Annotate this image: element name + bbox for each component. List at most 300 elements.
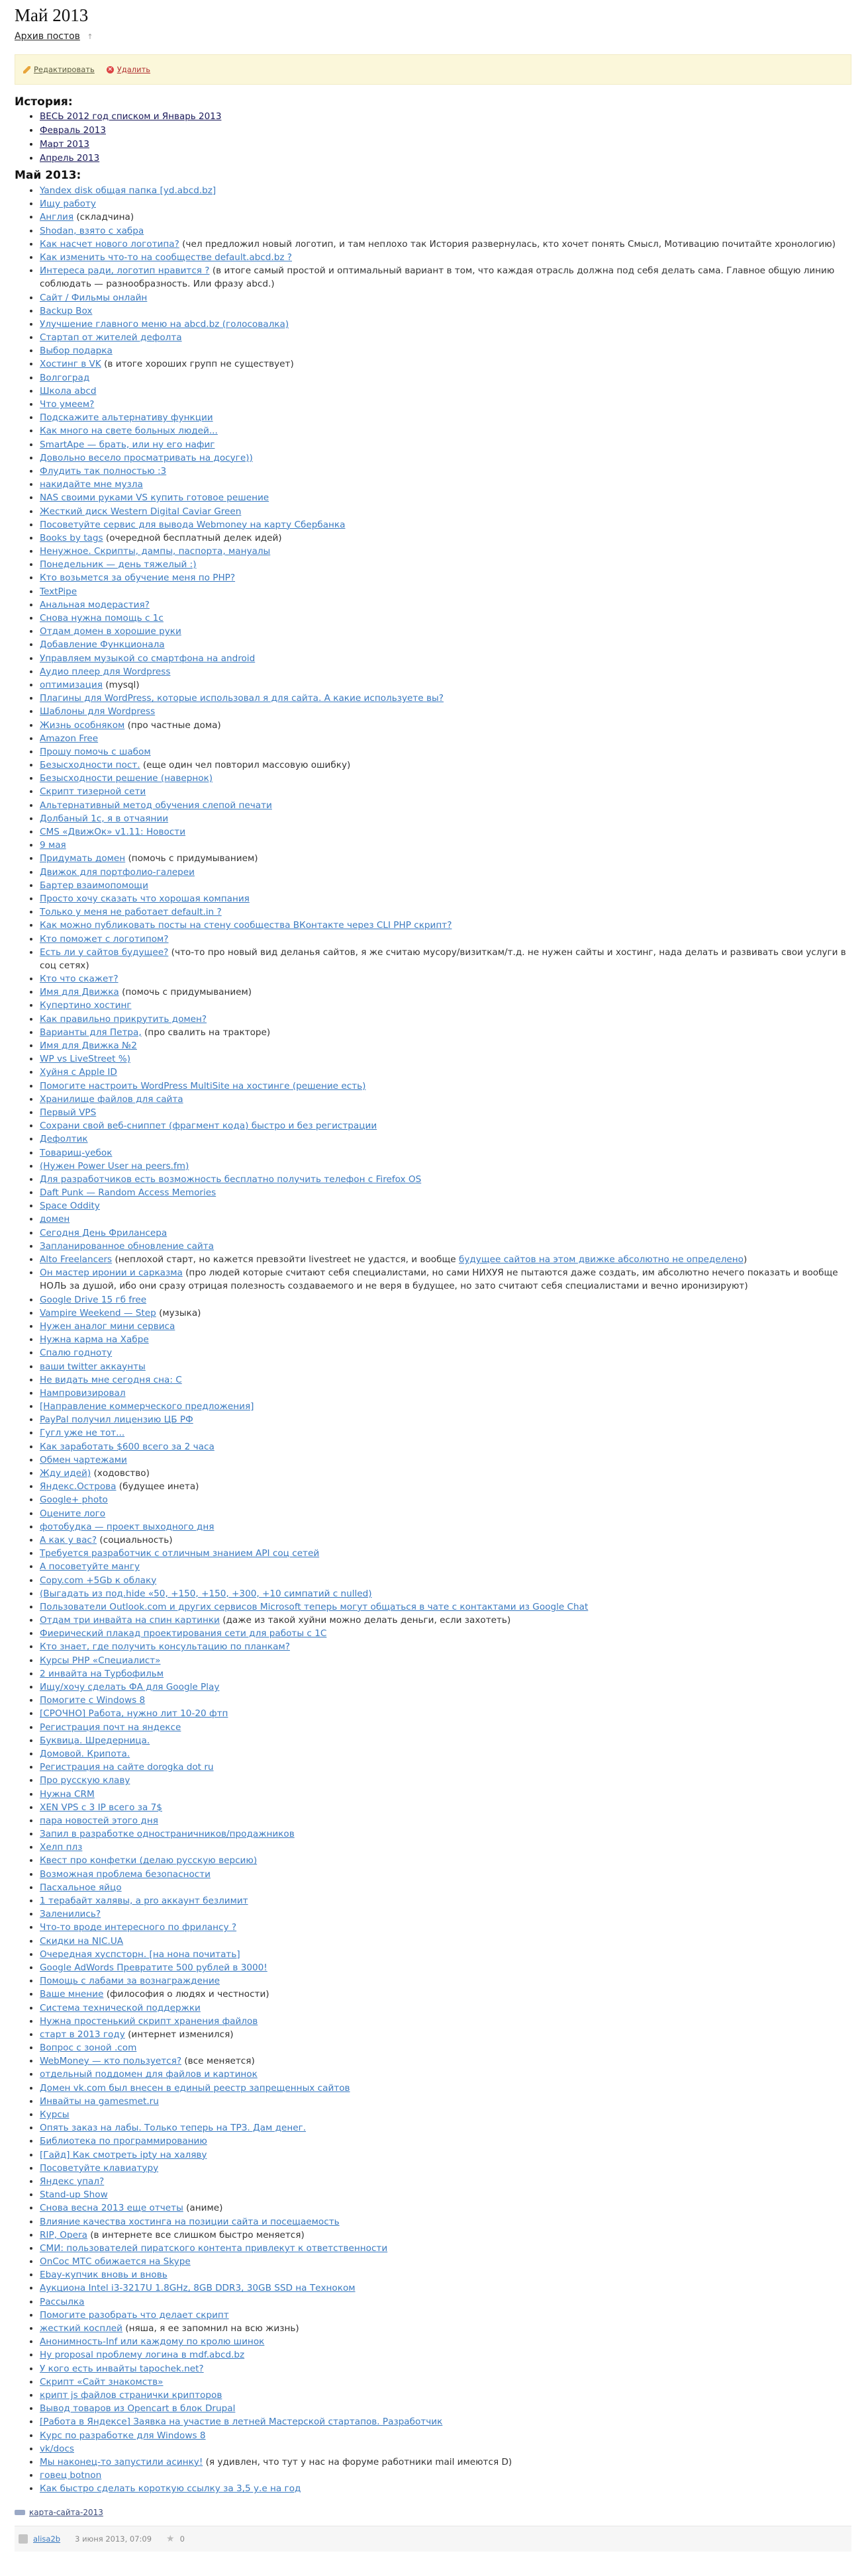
post-link[interactable]: ваши twitter аккаунты	[40, 1361, 146, 1372]
post-list-item	[40, 1240, 851, 1253]
post-list-item	[40, 1921, 851, 1934]
post-link[interactable]: Очередная хуспсторн. [на нона почитать]	[40, 1949, 240, 1960]
post-link[interactable]: Имя для Движка	[40, 987, 119, 998]
post-list-item	[40, 2402, 851, 2415]
post-link[interactable]: Подскажите альтернативу функции	[40, 412, 213, 424]
post-link[interactable]: Amazon Free	[40, 733, 99, 744]
post-list-item	[40, 2068, 851, 2081]
post-list-item	[40, 251, 851, 264]
post-link[interactable]: Обмен чартежами	[40, 1454, 127, 1465]
post-link[interactable]: Google Drive 15 гб free	[40, 1294, 147, 1305]
post-link[interactable]: Флудить так полностью :3	[40, 465, 167, 477]
post-link[interactable]: Курсы PHP «Специалист»	[40, 1655, 161, 1666]
month-heading: Май 2013:	[15, 169, 81, 182]
post-link[interactable]: Заленились?	[40, 1909, 101, 1920]
post-link[interactable]: Купертино хостинг	[40, 1000, 132, 1011]
post-list-item	[40, 1667, 851, 1680]
post-link[interactable]: Курс по разработке для Windows 8	[40, 2430, 206, 2441]
post-link[interactable]: Books by tags	[40, 532, 103, 543]
post-list-item	[40, 1080, 851, 1093]
post-link[interactable]: WebMoney — кто пользуется?	[40, 2056, 182, 2067]
post-link[interactable]: Анальная модерастия?	[40, 599, 150, 610]
post-link[interactable]: Яндекс упал?	[40, 2176, 105, 2187]
post-link[interactable]: отдельный поддомен для файлов и картинок	[40, 2069, 258, 2080]
post-note: (про частные дома)	[124, 719, 221, 731]
post-list-item	[40, 291, 851, 304]
post-link[interactable]: Есть ли у сайтов будущее?	[40, 946, 169, 958]
post-list-item	[40, 1507, 851, 1520]
post-link[interactable]: Добавление Функционала	[40, 639, 165, 651]
post-link[interactable]: Пользователи Outlook.com и других сервисов Microsoft теперь могут общаться в чате с контактами из Google Chat	[40, 1601, 589, 1612]
tag-icon	[15, 2510, 25, 2515]
post-link[interactable]: CMS «ДвижОк» v1.11: Новости	[40, 827, 186, 838]
post-link[interactable]: оптимизация	[40, 679, 103, 690]
post-note: (интернет изменился)	[124, 2029, 234, 2040]
post-link[interactable]: Жизнь особняком	[40, 719, 125, 731]
post-link[interactable]: Долбаный 1с, я в отчаянии	[40, 813, 169, 824]
post-list-item	[40, 2201, 851, 2215]
post-link[interactable]: Нужна простенький скрипт хранения файлов	[40, 2015, 258, 2027]
post-list-item	[40, 318, 851, 331]
post-link[interactable]: Безысходности решение (навернок)	[40, 773, 213, 784]
post-link[interactable]: Жду идей)	[40, 1468, 91, 1479]
post-link[interactable]: Прошу помочь с шабом	[40, 746, 151, 757]
history-link[interactable]: Март 2013	[40, 139, 90, 150]
post-link[interactable]: Google+ photo	[40, 1495, 108, 1506]
post-link[interactable]: Бартер взаимопомощи	[40, 880, 148, 891]
post-link[interactable]: Как можно публиковать посты на стену сообщества ВКонтакте через CLI PHP скрипт?	[40, 920, 452, 931]
post-link[interactable]: XEN VPS с 3 IP всего за 7$	[40, 1802, 162, 1813]
post-list-item	[40, 665, 851, 678]
post-list-item	[40, 2281, 851, 2295]
post-link[interactable]: 1 терабайт халявы, а pro аккаунт безлимит	[40, 1896, 248, 1907]
post-link[interactable]: Имя для Движка №2	[40, 1040, 137, 1052]
post-link[interactable]: Возможная проблема безопасности	[40, 1868, 211, 1880]
post-list-item	[40, 1387, 851, 1400]
post-link[interactable]: Не видать мне сегодня сна: С	[40, 1374, 182, 1385]
post-link[interactable]: Кто поможет с логотипом?	[40, 933, 169, 944]
post-link[interactable]: Система технической поддержки	[40, 2002, 201, 2013]
post-link[interactable]: Как быстро сделать короткую ссылку за 3,5 у.е на год	[40, 2483, 301, 2495]
post-link[interactable]: Ebay-купчик вновь и вновь	[40, 2270, 168, 2281]
post-list-item	[40, 1307, 851, 1320]
post-link[interactable]: Шаблоны для Wordpress	[40, 706, 156, 717]
post-list-item	[40, 986, 851, 999]
post-list-item	[40, 2028, 851, 2041]
post-list	[15, 184, 851, 2495]
post-link[interactable]: Вопрос с зоной .com	[40, 2043, 137, 2054]
post-note: (будущее инета)	[116, 1481, 199, 1493]
post-link[interactable]: Как заработать $600 всего за 2 часа	[40, 1441, 215, 1452]
post-link[interactable]: Плагины для WordPress, которые использовал я для сайта. А какие используете вы?	[40, 693, 444, 704]
post-list-item	[40, 1974, 851, 1988]
post-link[interactable]: Курсы	[40, 2109, 70, 2121]
post-list-item	[40, 612, 851, 625]
post-link[interactable]: Дефолтик	[40, 1134, 88, 1145]
post-list-item	[40, 1106, 851, 1119]
post-list-item	[40, 357, 851, 371]
post-list-item	[40, 2121, 851, 2135]
post-link[interactable]: Помощь с лабами за вознаграждение	[40, 1976, 220, 1987]
post-list-item	[40, 1707, 851, 1720]
post-list-item	[40, 545, 851, 558]
post-list-item	[40, 2335, 851, 2348]
post-list-item	[40, 184, 851, 197]
post-link[interactable]: Кто возьмется за обучение меня по PHP?	[40, 573, 236, 584]
post-link[interactable]: TextPipe	[40, 586, 77, 597]
post-link[interactable]: жесткий косплей	[40, 2323, 122, 2334]
post-list-item	[40, 531, 851, 545]
post-note: (помочь с придумыванием)	[119, 987, 252, 998]
post-note: (еще один чел повторил массовую ошибку)	[140, 760, 351, 771]
post-list-item	[40, 238, 851, 251]
post-list-item	[40, 1266, 851, 1293]
post-link[interactable]: [Направление коммерческого предложения]	[40, 1401, 254, 1412]
post-link[interactable]: Daft Punk — Random Access Memories	[40, 1187, 216, 1199]
post-link[interactable]: Ну proposal проблему логина в mdf.abcd.bz	[40, 2350, 245, 2361]
post-note: (даже из такой хуйни можно делать деньги, если захотеть)	[219, 1615, 511, 1626]
post-list-item	[40, 1066, 851, 1079]
post-link[interactable]: Школа abcd	[40, 385, 97, 396]
post-link[interactable]: 2 инвайта на Турбофильм	[40, 1668, 164, 1679]
post-link[interactable]: А посоветуйте мангу	[40, 1561, 140, 1573]
post-link[interactable]: Снова весна 2013 еще отчеты	[40, 2203, 183, 2214]
post-link[interactable]: Скрипт «Сайт знакомств»	[40, 2376, 164, 2387]
post-link[interactable]: пара новостей этого дня	[40, 1815, 158, 1826]
post-link[interactable]: старт в 2013 году	[40, 2029, 125, 2040]
post-list-item	[40, 1788, 851, 1801]
post-note: (складчина)	[73, 212, 134, 223]
post-link[interactable]: Что-то вроде интересного по фриланcу ?	[40, 1922, 237, 1933]
post-link[interactable]: Как изменить что-то на сообществе default.abcd.bz ?	[40, 252, 293, 263]
post-link[interactable]: Сегодня День Фрилансера	[40, 1227, 168, 1238]
post-link[interactable]: Квест про конфетки (делаю русскую версию)	[40, 1855, 258, 1866]
post-list-item	[40, 505, 851, 518]
post-link[interactable]: Домовой. Крипота.	[40, 1748, 130, 1759]
post-link[interactable]: Помогите настроить WordPress MultiSite на хостинге (решение есть)	[40, 1080, 366, 1091]
tag-row	[15, 2506, 851, 2519]
delete-icon: ×	[107, 66, 113, 73]
post-link[interactable]: Отдам три инвайта на спин картинки	[40, 1615, 220, 1626]
post-link[interactable]: Отдам домен в хорошие руки	[40, 626, 181, 637]
delete-tool[interactable]	[107, 65, 150, 74]
post-list-item	[40, 852, 851, 865]
post-link[interactable]: Сохрани свой веб-сниппет (фрагмент кода) быстро и без регистрации	[40, 1121, 377, 1132]
post-link[interactable]: Нужен аналог мини сервиса	[40, 1320, 175, 1332]
edit-tool[interactable]	[23, 65, 95, 74]
post-list-item	[40, 1948, 851, 1961]
post-inline-link[interactable]: будущее сайтов на этом движке абсолютно не определено	[458, 1254, 744, 1265]
post-link[interactable]: Варианты для Петра,	[40, 1027, 142, 1038]
post-link[interactable]: Аукциона Intel i3-3217U 1.8GHz, 8GB DDR3, 30GB SSD на Техноком	[40, 2283, 356, 2294]
post-link[interactable]: Что умеем?	[40, 399, 95, 410]
post-link[interactable]: Оцените лого	[40, 1508, 106, 1519]
post-link[interactable]: Регистрация на сайте dorogka dot ru	[40, 1762, 214, 1773]
post-link[interactable]: Требуется разработчик с отличным знанием API соц сетей	[40, 1548, 320, 1559]
post-list-item	[40, 2362, 851, 2375]
delete-button[interactable]: Удалить	[117, 65, 151, 74]
post-link[interactable]: Кто знает, где получить консультацию по планкам?	[40, 1641, 290, 1653]
post-link[interactable]: Улучшение главного меню на abcd.bz (голосовалка)	[40, 318, 289, 330]
post-link[interactable]: [СРОЧНО] Работа, нужно лит 10-20 фтп	[40, 1708, 228, 1720]
post-link[interactable]: У кого есть инвайты tapochek.net?	[40, 2363, 204, 2374]
post-link[interactable]: Буквица. Шредерница.	[40, 1735, 150, 1746]
post-link[interactable]: Волгоград	[40, 372, 90, 383]
post-link[interactable]: Домен vk.com был внесен в единый реестр запрещенных сайтов	[40, 2082, 350, 2093]
post-list-item	[40, 1881, 851, 1894]
post-link[interactable]: Как правильно прикрутить домен?	[40, 1013, 207, 1025]
post-link[interactable]: Влияние качества хостинга на позиции сайта и посещаемость	[40, 2216, 340, 2227]
post-note: (я удивлен, что тут у нас на форуме работники mail имеются D)	[203, 2456, 512, 2467]
post-list-item	[40, 1146, 851, 1160]
post-list-item	[40, 1868, 851, 1881]
post-link[interactable]: говец botnon	[40, 2470, 102, 2481]
post-link[interactable]: Мы наконец-то запустили асинку!	[40, 2456, 203, 2467]
post-list-item	[40, 759, 851, 772]
post-list-item	[40, 2095, 851, 2108]
post-list-item	[40, 585, 851, 598]
post-link[interactable]: SmartApe — брать, или ну его нафиг	[40, 439, 215, 450]
post-link[interactable]: Для разработчиков есть возможность бесплатно получить телефон с Firefox OS	[40, 1173, 422, 1185]
post-link[interactable]: Ваше мнение	[40, 1989, 104, 2000]
post-note: (философия о людях и честности)	[103, 1989, 269, 2000]
post-list-item	[40, 1493, 851, 1506]
post-link[interactable]: Жесткий диск Western Digital Caviar Green	[40, 506, 242, 517]
post-list-item	[40, 2268, 851, 2281]
post-link[interactable]: Хранилище файлов для сайта	[40, 1093, 183, 1105]
archive-link[interactable]: Архив постов	[15, 31, 80, 42]
history-link[interactable]: ВЕСЬ 2012 год списком и Январь 2013	[40, 111, 222, 122]
post-link[interactable]: Ищу работу	[40, 199, 96, 210]
post-link[interactable]: Инвайты на gamesmet.ru	[40, 2095, 159, 2107]
post-link[interactable]: Товарищ-уебок	[40, 1147, 113, 1158]
post-link[interactable]: Гугл уже не тот...	[40, 1428, 125, 1439]
post-link[interactable]: Хуйня с Apple ID	[40, 1067, 117, 1078]
post-link[interactable]: Безысходности пост.	[40, 760, 140, 771]
post-link[interactable]: Просто хочу сказать что хорошая компания	[40, 893, 250, 904]
post-link[interactable]: Он мастер иронии и сарказма	[40, 1267, 183, 1279]
post-list-item	[40, 1052, 851, 1066]
post-list-item	[40, 799, 851, 812]
post-list-item	[40, 2054, 851, 2068]
post-link[interactable]: Опять заказ на лабы. Только теперь на ТРЗ. Дам денег.	[40, 2123, 307, 2134]
post-list-item	[40, 304, 851, 318]
post-list-item	[40, 424, 851, 437]
post-list-item	[40, 1935, 851, 1948]
post-link[interactable]: Стартап от жителей дефолта	[40, 332, 182, 344]
post-link[interactable]: Анонимность-Inf или каждому по кролю шинок	[40, 2336, 265, 2348]
post-list-item	[40, 652, 851, 665]
post-link[interactable]: Посоветуйте сервис для вывода Webmoney на карту Сбербанка	[40, 519, 346, 530]
edit-button[interactable]: Редактировать	[34, 65, 95, 74]
post-link[interactable]: Помогите разобрать что делает скрипт	[40, 2309, 229, 2321]
post-link[interactable]: Вывод товаров из Opencart в блок Drupal	[40, 2403, 236, 2415]
post-link[interactable]: Vampire Weekend — Step	[40, 1307, 156, 1318]
post-list-item	[40, 905, 851, 919]
post-link[interactable]: крипт js файлов странички крипторов	[40, 2389, 222, 2401]
post-list-item	[40, 1841, 851, 1854]
post-link[interactable]: OnCoc МТС обижается на Skype	[40, 2256, 191, 2268]
post-link[interactable]: Снова нужна помощь с 1с	[40, 613, 164, 624]
post-link[interactable]: Скрипт тизерной сети	[40, 786, 146, 798]
post-list-item	[40, 2108, 851, 2121]
post-link[interactable]: Запил в разработке одностраничников/продажников	[40, 1829, 295, 1840]
post-list-item	[40, 2389, 851, 2402]
post-list-item	[40, 1253, 851, 1266]
post-link[interactable]: Только у меня не работает default.in ?	[40, 907, 222, 918]
post-note: (в интернете все слишком быстро меняется)	[87, 2229, 305, 2240]
post-link[interactable]: Про русскую клаву	[40, 1775, 130, 1786]
post-link[interactable]: Yandex disk общая папка [yd.abcd.bz]	[40, 185, 216, 196]
post-note: (музыка)	[156, 1307, 201, 1318]
post-link[interactable]: Copy.com +5Gb к облаку	[40, 1575, 157, 1586]
post-link[interactable]: [Работа в Яндексе] Заявка на участие в летней Мастерской стартапов. Разработчик	[40, 2416, 443, 2428]
author-link[interactable]: alisa2b	[33, 2534, 61, 2544]
page-title: Май 2013	[15, 5, 89, 25]
post-list-item	[40, 1721, 851, 1734]
post-link[interactable]: фотобудка — проект выходного дня	[40, 1521, 215, 1532]
post-list-item	[40, 1333, 851, 1346]
post-link[interactable]: накидайте мне музла	[40, 479, 143, 490]
post-link[interactable]: Пасхальное яйцо	[40, 1882, 122, 1893]
post-list-item	[40, 2188, 851, 2201]
post-link[interactable]: Ненужное. Скрипты, дампы, паспорта, мануалы	[40, 546, 271, 557]
post-link[interactable]: Нужна карма на Хабре	[40, 1334, 149, 1346]
post-link[interactable]: Space Oddity	[40, 1201, 100, 1212]
post-link[interactable]: СМИ: пользователей пиратского контента привлекут к ответственности	[40, 2242, 388, 2254]
post-link[interactable]: Ищу/хочу сделать ФА для Google Play	[40, 1682, 220, 1693]
post-list-item	[40, 1574, 851, 1587]
post-link[interactable]: Помогите с Windows 8	[40, 1695, 146, 1706]
post-list-item	[40, 2175, 851, 2188]
post-list-item	[40, 1908, 851, 1921]
post-list-item	[40, 2148, 851, 2162]
post-list-item	[40, 1600, 851, 1614]
post-link[interactable]: Скидки на NIC.UA	[40, 1935, 124, 1947]
post-link[interactable]: Аудио плеер для Wordpress	[40, 666, 171, 677]
post-link[interactable]: Как много на свете больных людей...	[40, 426, 218, 437]
history-link[interactable]: Апрель 2013	[40, 153, 100, 163]
post-link[interactable]: Альтернативный метод обучения слепой печати	[40, 800, 272, 811]
post-link[interactable]: Придумать домен	[40, 853, 126, 864]
post-link[interactable]: Яндекс.Острова	[40, 1481, 117, 1493]
post-score: 0	[179, 2534, 185, 2544]
post-list-item	[40, 1467, 851, 1480]
post-link[interactable]: Первый VPS	[40, 1107, 97, 1118]
post-link[interactable]: Понедельник — день тяжелый :)	[40, 559, 197, 571]
post-link[interactable]: Выбор подарка	[40, 345, 113, 357]
post-list-item	[40, 1039, 851, 1052]
post-link[interactable]: (Выгадать из под.hide «50, +150, +150, +300, +10 симпатий с nulled)	[40, 1588, 372, 1599]
post-link[interactable]: Нампровизировал	[40, 1387, 126, 1399]
post-list-item	[40, 438, 851, 451]
post-list-item	[40, 638, 851, 651]
history-item	[40, 152, 851, 165]
post-link[interactable]: Довольно весело просматривать на досуге))	[40, 452, 253, 463]
star-icon[interactable]: ★	[166, 2534, 175, 2545]
post-list-item	[40, 1614, 851, 1627]
post-list-item	[40, 1734, 851, 1747]
post-list-item	[40, 478, 851, 491]
history-link[interactable]: Февраль 2013	[40, 125, 106, 136]
post-link[interactable]: Кто что скажет?	[40, 974, 119, 985]
post-link[interactable]: Посоветуйте клавиатуру	[40, 2162, 159, 2174]
post-list-item	[40, 411, 851, 424]
post-note: (mysql)	[102, 679, 140, 690]
post-link[interactable]: Фиерический плакад проектирования сети для работы с 1С	[40, 1628, 327, 1639]
post-list-item	[40, 678, 851, 692]
post-link[interactable]: Нужна CRM	[40, 1788, 95, 1800]
post-link[interactable]: Alto Freelancers	[40, 1254, 113, 1265]
post-link[interactable]: Stand-up Show	[40, 2189, 108, 2201]
post-list-item	[40, 972, 851, 986]
post-link[interactable]: 9 мая	[40, 840, 66, 851]
post-list-item	[40, 879, 851, 892]
post-list-item	[40, 1961, 851, 1974]
post-link[interactable]: Google AdWords Превратите 500 рублей в 3000!	[40, 1962, 267, 1973]
post-link[interactable]: [Гайд] Как смотреть ipty на халяву	[40, 2149, 207, 2160]
post-list-item	[40, 1761, 851, 1774]
post-list-item	[40, 1774, 851, 1787]
post-list-item	[40, 812, 851, 825]
post-link[interactable]: Backup Box	[40, 305, 93, 316]
post-link[interactable]: RIP, Opera	[40, 2229, 87, 2240]
post-link[interactable]: Интереса ради, логотип нравится ?	[40, 265, 210, 277]
post-link[interactable]: Хостинг в VK	[40, 359, 101, 370]
post-link[interactable]: домен	[40, 1214, 70, 1225]
post-list-item	[40, 2456, 851, 2469]
post-link[interactable]: Запланированное обновление сайта	[40, 1240, 215, 1252]
post-link[interactable]: Регистрация почт на яндексе	[40, 1722, 181, 1733]
post-list-item	[40, 385, 851, 398]
post-link[interactable]: Shodan, взято с хабра	[40, 225, 144, 236]
post-link[interactable]: WP vs LiveStreet %)	[40, 1054, 131, 1065]
post-link[interactable]: Управляем музыкой со смартфона на android	[40, 653, 256, 664]
post-list-item	[40, 1480, 851, 1493]
post-link[interactable]: Сайт / Фильмы онлайн	[40, 292, 148, 303]
post-list-item	[40, 772, 851, 785]
post-link[interactable]: А как у вас?	[40, 1534, 97, 1545]
post-link[interactable]: (Нужен Power User на peers.fm)	[40, 1160, 189, 1172]
post-list-item	[40, 1013, 851, 1026]
post-link[interactable]: Англия	[40, 212, 74, 223]
post-list-item	[40, 1560, 851, 1573]
post-link[interactable]: Библиотека по программированию	[40, 2136, 207, 2147]
post-link[interactable]: NAS своими руками VS купить готовое решение	[40, 492, 269, 504]
post-note: (все меняется)	[181, 2056, 255, 2067]
post-list-item	[40, 1440, 851, 1453]
post-link[interactable]: vk/docs	[40, 2443, 74, 2454]
sitemap-tag-link[interactable]: карта-сайта-2013	[29, 2508, 103, 2518]
post-link[interactable]: Хелп плз	[40, 1842, 83, 1853]
post-note: (неплохой старт, но кажется превзойти livestreet не удастся, и вообще	[112, 1254, 459, 1265]
post-list-item	[40, 1534, 851, 1547]
post-link[interactable]: Как насчет нового логотипа?	[40, 238, 179, 250]
history-heading: История:	[15, 95, 73, 109]
post-list-item	[40, 1627, 851, 1640]
post-list-item	[40, 210, 851, 224]
post-list-item	[40, 625, 851, 638]
post-link[interactable]: Спалю годноту	[40, 1348, 113, 1359]
post-link[interactable]: Рассылка	[40, 2296, 85, 2307]
post-list-item	[40, 2442, 851, 2456]
post-note: (няша, я ее запомнил на всю жизнь)	[122, 2323, 299, 2334]
post-note: (про людей которые считают себя специалистами, но сами НИХУЯ не пытаются даже создать, им абсолютно нечего показать и вообще НОЛЬ за душой, ибо они сразу отрицая полезность создаваемого и не веря в будущее, но зато считают себя специалистами и вечно иронизируют)	[40, 1267, 838, 1292]
post-link[interactable]: Движок для портфолио-галереи	[40, 866, 195, 878]
post-list-item	[40, 1801, 851, 1814]
post-list-item	[40, 598, 851, 612]
post-link[interactable]: PayPal получил лицензию ЦБ РФ	[40, 1414, 193, 1426]
